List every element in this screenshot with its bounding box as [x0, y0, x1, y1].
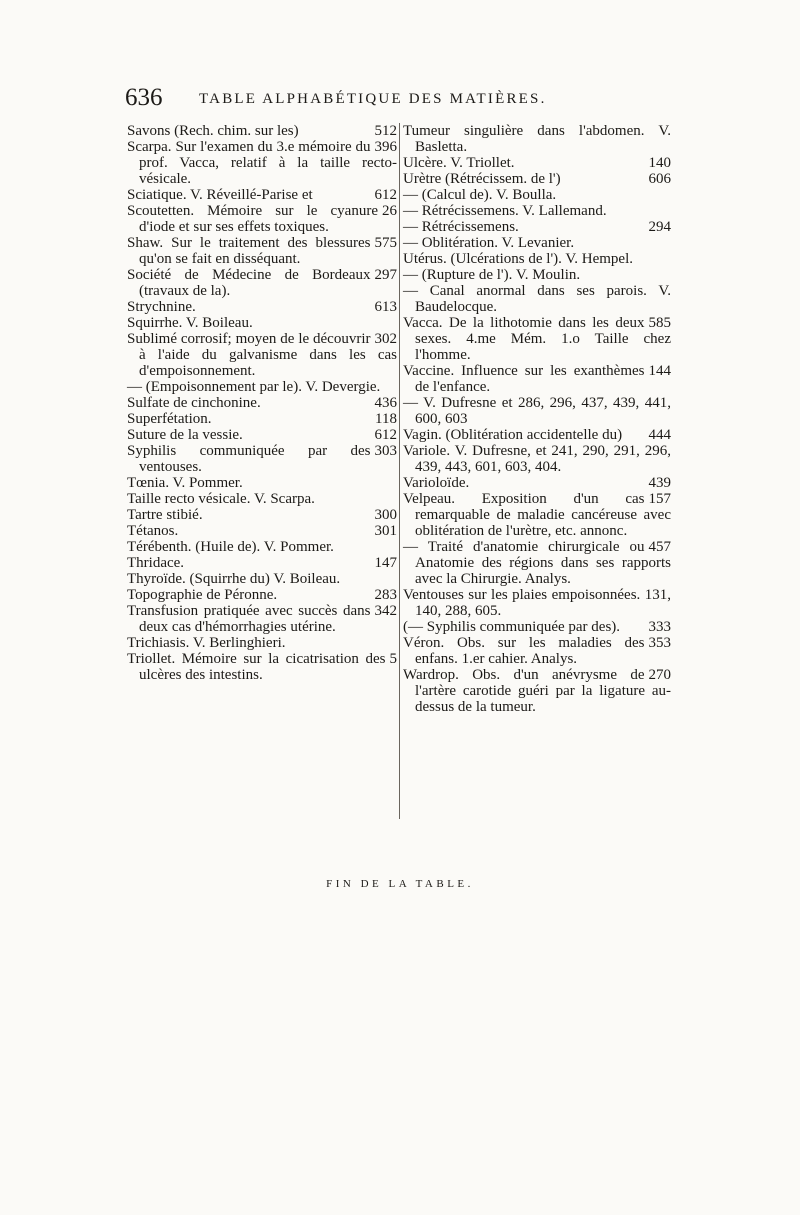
- page-reference: 575: [374, 235, 397, 251]
- page-reference: 333: [648, 619, 671, 635]
- entry-text: Urètre (Rétrécissem. de l'): [403, 171, 561, 187]
- index-entry: [403, 203, 671, 219]
- index-entry: [127, 539, 397, 555]
- entry-text: Tœnia. V. Pommer.: [127, 475, 243, 491]
- index-entry: [127, 491, 397, 507]
- entry-text: Strychnine.: [127, 299, 196, 315]
- page-reference: 301: [374, 523, 397, 539]
- entry-text: Savons (Rech. chim. sur les): [127, 123, 299, 139]
- page-reference: 444: [648, 427, 671, 443]
- index-entry: [127, 411, 397, 427]
- index-entry: [403, 587, 671, 619]
- entry-text: — V. Dufresne et 286, 296, 437, 439, 441, 600, 603: [403, 395, 671, 427]
- index-entry: [127, 187, 397, 203]
- column-divider: [399, 123, 400, 819]
- index-entry: [127, 475, 397, 491]
- entry-text: Scoutetten. Mémoire sur le cyanure d'iode et sur ses effets toxiques.: [127, 203, 378, 235]
- index-entry: [403, 171, 671, 187]
- entry-text: Ventouses sur les plaies empoisonnées. 131, 140, 288, 605.: [403, 587, 671, 619]
- entry-text: — (Empoisonnement par le). V. Devergie.: [127, 379, 381, 395]
- index-entry: [403, 267, 671, 283]
- index-entry: [403, 475, 671, 491]
- entry-text: Sublimé corrosif; moyen de le découvrir à l'aide du galvanisme dans les cas d'empoisonnement.: [127, 331, 397, 379]
- page-reference: 294: [648, 219, 671, 235]
- index-entry: [127, 315, 397, 331]
- entry-text: Trichiasis. V. Berlinghieri.: [127, 635, 286, 651]
- entry-text: Vagin. (Oblitération accidentelle du): [403, 427, 623, 443]
- colophon: FIN DE LA TABLE.: [326, 878, 474, 890]
- entry-text: Thridace.: [127, 555, 185, 571]
- entry-text: Tumeur singulière dans l'abdomen. V. Basletta.: [403, 123, 671, 155]
- index-entry: [127, 587, 397, 603]
- entry-text: Sciatique. V. Réveillé-Parise et: [127, 187, 313, 203]
- index-column-right: [403, 123, 671, 715]
- index-entry: [403, 619, 671, 635]
- index-column-left: [127, 123, 397, 683]
- page-reference: 5: [389, 651, 397, 667]
- page-reference: 283: [374, 587, 397, 603]
- entry-text: Térébenth. (Huile de). V. Pommer.: [127, 539, 334, 555]
- page-reference: 118: [375, 411, 397, 427]
- page-reference: 157: [648, 491, 671, 507]
- entry-text: (— Syphilis communiquée par des).: [403, 619, 621, 635]
- index-entry: [403, 219, 671, 235]
- entry-text: Wardrop. Obs. d'un anévrysme de l'artère carotide guéri par la ligature au-dessus de la tumeur.: [403, 667, 671, 715]
- page-reference: 147: [374, 555, 397, 571]
- index-entry: [127, 427, 397, 443]
- entry-text: Syphilis communiquée par des ventouses.: [127, 443, 371, 475]
- page-header: [125, 86, 685, 112]
- index-entry: [127, 507, 397, 523]
- page-reference: 140: [648, 155, 671, 171]
- entry-text: Vacca. De la lithotomie dans les deux sexes. 4.me Mém. 1.o Taille chez l'homme.: [403, 315, 671, 363]
- page-reference: 606: [648, 171, 671, 187]
- index-entry: [127, 651, 397, 683]
- entry-text: Ulcère. V. Triollet.: [403, 155, 515, 171]
- index-entry: [127, 395, 397, 411]
- index-entry: [127, 379, 397, 395]
- entry-text: Taille recto vésicale. V. Scarpa.: [127, 491, 315, 507]
- index-entry: [127, 555, 397, 571]
- entry-text: — Rétrécissemens.: [403, 219, 519, 235]
- entry-text: Topographie de Péronne.: [127, 587, 278, 603]
- index-entry: [127, 523, 397, 539]
- entry-text: — (Rupture de l'). V. Moulin.: [403, 267, 581, 283]
- index-entry: [403, 251, 671, 267]
- index-entry: [127, 331, 397, 379]
- entry-text: Triollet. Mémoire sur la cicatrisation des ulcères des intestins.: [127, 651, 386, 683]
- index-entry: [403, 443, 671, 475]
- entry-text: Vaccine. Influence sur les exanthèmes de l'enfance.: [403, 363, 645, 395]
- entry-text: Varioloïde.: [403, 475, 470, 491]
- index-entry: [127, 603, 397, 635]
- entry-text: — Traité d'anatomie chirurgicale ou Anatomie des régions dans ses rapports avec la Chirurgie. Analys.: [403, 539, 671, 587]
- index-entry: [127, 267, 397, 299]
- entry-text: Shaw. Sur le traitement des blessures qu'on se fait en disséquant.: [127, 235, 371, 267]
- entry-text: — (Calcul de). V. Boulla.: [403, 187, 557, 203]
- entry-text: Transfusion pratiquée avec succès dans deux cas d'hémorrhagies utérine.: [127, 603, 371, 635]
- page-reference: 436: [374, 395, 397, 411]
- entry-text: Scarpa. Sur l'examen du 3.e mémoire du prof. Vacca, relatif à la taille recto-vésicale.: [127, 139, 397, 187]
- index-entry: [403, 667, 671, 715]
- entry-text: Velpeau. Exposition d'un cas remarquable de maladie cancéreuse avec oblitération de l'urètre, etc. annonc.: [403, 491, 671, 539]
- index-entry: [403, 635, 671, 667]
- page-reference: 439: [648, 475, 671, 491]
- entry-text: Squirrhe. V. Boileau.: [127, 315, 253, 331]
- index-entry: [403, 187, 671, 203]
- index-entry: [403, 363, 671, 395]
- page-reference: 144: [648, 363, 671, 379]
- index-entry: [403, 539, 671, 587]
- running-title: TABLE ALPHABÉTIQUE DES MATIÈRES.: [199, 91, 547, 107]
- page-reference: 300: [374, 507, 397, 523]
- entry-text: Utérus. (Ulcérations de l'). V. Hempel.: [403, 251, 634, 267]
- index-entry: [403, 235, 671, 251]
- page-reference: 303: [374, 443, 397, 459]
- page-reference: 612: [374, 187, 397, 203]
- page-reference: 26: [382, 203, 397, 219]
- entry-text: Sulfate de cinchonine.: [127, 395, 261, 411]
- entry-text: Tétanos.: [127, 523, 179, 539]
- entry-text: Tartre stibié.: [127, 507, 203, 523]
- page-reference: 302: [374, 331, 397, 347]
- index-entry: [127, 635, 397, 651]
- index-entry: [127, 571, 397, 587]
- entry-text: Véron. Obs. sur les maladies des enfans. 1.er cahier. Analys.: [403, 635, 645, 667]
- index-entry: [127, 203, 397, 235]
- entry-text: — Canal anormal dans ses parois. V. Baudelocque.: [403, 283, 671, 315]
- page-reference: 457: [648, 539, 671, 555]
- index-entry: [127, 443, 397, 475]
- entry-text: Superfétation.: [127, 411, 212, 427]
- index-entry: [127, 299, 397, 315]
- entry-text: Variole. V. Dufresne, et 241, 290, 291, 296, 439, 443, 601, 603, 404.: [403, 443, 671, 475]
- page-reference: 613: [374, 299, 397, 315]
- index-entry: [127, 123, 397, 139]
- entry-text: — Oblitération. V. Levanier.: [403, 235, 575, 251]
- page-reference: 270: [648, 667, 671, 683]
- index-entry: [127, 139, 397, 187]
- index-entry: [403, 427, 671, 443]
- page-reference: 512: [374, 123, 397, 139]
- page-number: 636: [125, 84, 163, 111]
- entry-text: — Rétrécissemens. V. Lallemand.: [403, 203, 607, 219]
- page-reference: 612: [374, 427, 397, 443]
- index-entry: [403, 155, 671, 171]
- index-entry: [403, 315, 671, 363]
- page-reference: 396: [374, 139, 397, 155]
- entry-text: Suture de la vessie.: [127, 427, 243, 443]
- entry-text: Thyroïde. (Squirrhe du) V. Boileau.: [127, 571, 341, 587]
- page-reference: 585: [648, 315, 671, 331]
- index-entry: [403, 491, 671, 539]
- page-reference: 297: [374, 267, 397, 283]
- index-entry: [403, 123, 671, 155]
- entry-text: Société de Médecine de Bordeaux (travaux de la).: [127, 267, 371, 299]
- page-reference: 353: [648, 635, 671, 651]
- index-entry: [403, 395, 671, 427]
- index-entry: [127, 235, 397, 267]
- page-reference: 342: [374, 603, 397, 619]
- index-entry: [403, 283, 671, 315]
